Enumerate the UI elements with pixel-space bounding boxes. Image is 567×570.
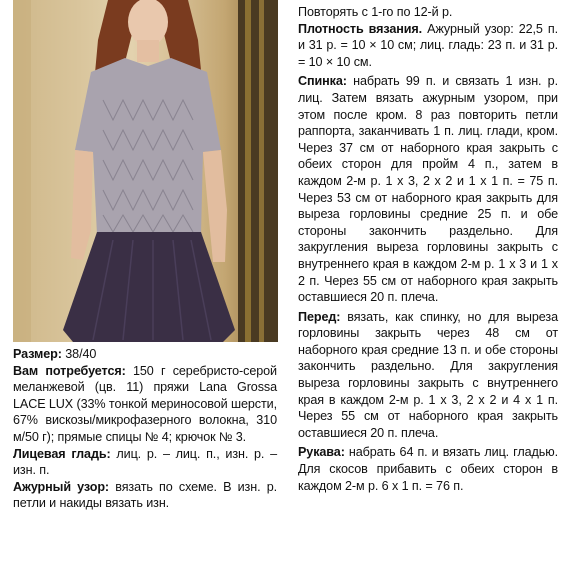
stockinette-paragraph — [13, 446, 277, 479]
lace-text: вязать по схеме. В изн. р. петли и накиды вязать изн. — [13, 479, 277, 511]
front-paragraph — [298, 309, 558, 442]
density-paragraph — [298, 21, 558, 71]
back-label: Спинка: — [298, 74, 347, 89]
materials-paragraph — [13, 363, 277, 446]
back-text: набрать 99 п. и связать 1 изн. р. лиц. Затем вязать ажурным узором, при этом после кром. 8 раз повторить петли раппорта, заканчивать 1 п. лиц. глади, кром. Через 37 см от наборного края закрыть с обеих сторон для пройм 4 п., затем в каждом 2-м р. 1 x 3, 2 x 2 и 1 x 1 п. = 75 п. Через 53 см от наборного края закрыть для выреза горловины средние 25 п. и обе стороны закончить раздельно. Для закругления выреза горловины закрыть с внутреннего края в каждом 2-м р. 1 x 3 и 1 x 2 п. Через 55 см от наборного края закрыть оставшиеся 20 п. плеча. — [298, 74, 558, 305]
materials-text: 150 г серебристо-серой меланжевой (цв. 11) пряжи Lana Grossa LACE LUX (33% тонкой мериносовой шерсти, 67% вискозы/микрофазерного волокна, 310 м/50 г); прямые спицы № 4; крючок № 3. — [13, 363, 277, 444]
sleeve-text: набрать 64 п. и вязать лиц. гладью. Для скосов прибавить с обеих сторон в каждом 2-м р. 6 x 1 п. = 76 п. — [298, 445, 559, 493]
front-label: Перед: — [298, 309, 341, 324]
face — [128, 0, 168, 46]
density-label: Плотность вязания. — [298, 21, 423, 36]
size-paragraph — [13, 346, 277, 363]
back-paragraph — [298, 73, 558, 305]
right-arm — [203, 150, 227, 262]
lace-paragraph — [13, 479, 277, 512]
model-illustration — [13, 0, 278, 342]
left-arm — [71, 150, 93, 260]
size-label: Размер: — [13, 347, 62, 361]
lace-label: Ажурный узор: — [13, 479, 110, 494]
right-text-column — [298, 4, 558, 497]
sleeve-label: Рукава: — [298, 445, 345, 460]
sleeve-paragraph — [298, 444, 558, 494]
repeat-line: Повторять с 1-го по 12-й р. — [298, 5, 453, 19]
model-photo — [13, 0, 278, 342]
size-value: 38/40 — [65, 347, 97, 361]
lace-top — [75, 58, 221, 235]
stockinette-text: лиц. р. – лиц. п., изн. р. – изн. п. — [13, 446, 278, 478]
stockinette-label: Лицевая гладь: — [13, 446, 111, 461]
materials-label: Вам потребуется: — [13, 363, 126, 378]
background-curtain — [238, 0, 278, 342]
left-text-column — [13, 346, 277, 512]
density-text: Ажурный узор: 22,5 п. и 31 р. = 10 × 10 см; лиц. гладь: 23 п. и 31 р. = 10 × 10 см. — [298, 21, 558, 69]
skirt — [63, 232, 235, 342]
front-text: вязать, как спинку, но для выреза горловины закрыть через 48 см от наборного края средние 13 п. и обе стороны закончить раздельно. Для закругления выреза горловины закрыть с внутреннего края в каждом 2-м р. 1 x 3, 2 x 2 и 4 x 1 п. Через 55 см от наборного края закрыть оставшиеся 20 п. плеча. — [298, 309, 558, 440]
